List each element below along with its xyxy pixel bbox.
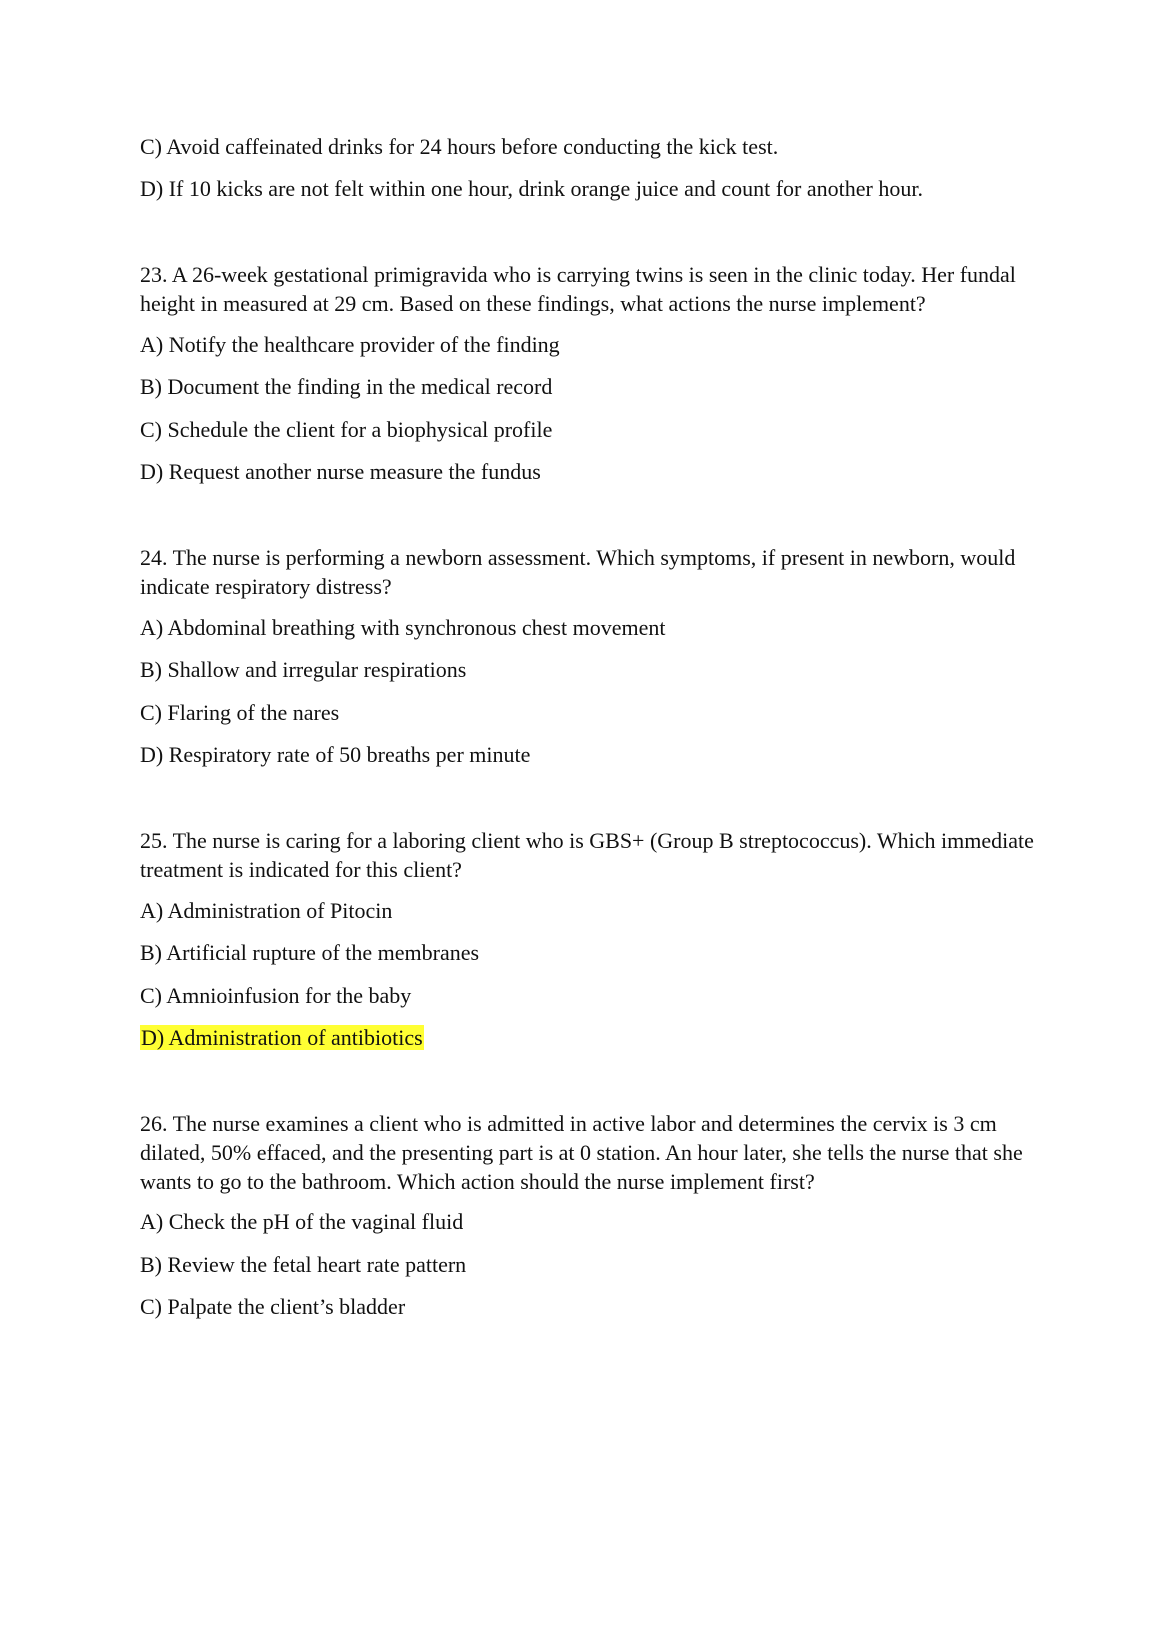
question-24-option-b: B) Shallow and irregular respirations	[140, 657, 467, 682]
answer-highlight: D) Administration of antibiotics	[141, 1025, 423, 1050]
question-25-option-c: C) Amnioinfusion for the baby	[140, 983, 412, 1008]
question-23-option-a: A) Notify the healthcare provider of the finding	[140, 332, 560, 357]
question-24-option-c: C) Flaring of the nares	[140, 700, 340, 725]
question-23-option-c: C) Schedule the client for a biophysical profile	[140, 417, 553, 442]
question-24-option-a: A) Abdominal breathing with synchronous chest movement	[140, 615, 666, 640]
question-25-option-b: B) Artificial rupture of the membranes	[140, 940, 480, 965]
question-24-option-d: D) Respiratory rate of 50 breaths per minute	[140, 742, 531, 767]
question-25-option-d-answer	[140, 1023, 424, 1052]
question-23-option-d: D) Request another nurse measure the fundus	[140, 459, 541, 484]
option-c-prev: C) Avoid caffeinated drinks for 24 hours before conducting the kick test.	[140, 134, 779, 159]
question-26-option-b: B) Review the fetal heart rate pattern	[140, 1252, 467, 1277]
question-26-option-a: A) Check the pH of the vaginal fluid	[140, 1209, 464, 1234]
question-26-option-c: C) Palpate the client’s bladder	[140, 1294, 406, 1319]
question-24-stem: 24. The nurse is performing a newborn assessment. Which symptoms, if present in newborn, would indicate respiratory distress?	[140, 545, 1016, 599]
question-23-option-b: B) Document the finding in the medical record	[140, 374, 553, 399]
option-d-prev: D) If 10 kicks are not felt within one hour, drink orange juice and count for another hour.	[140, 176, 923, 201]
question-23-stem: 23. A 26-week gestational primigravida who is carrying twins is seen in the clinic today. Her fundal height in measured at 29 cm. Based on these findings, what actions the nurse implement?	[140, 262, 1016, 316]
question-25-stem: 25. The nurse is caring for a laboring client who is GBS+ (Group B streptococcus). Which immediate treatment is indicated for this client?	[140, 828, 1034, 882]
question-25-option-a: A) Administration of Pitocin	[140, 898, 393, 923]
question-26-stem: 26. The nurse examines a client who is admitted in active labor and determines the cervix is 3 cm dilated, 50% effaced, and the presenting part is at 0 station. An hour later, she tells the nurse that she wants to go to the bathroom. Which action should the nurse implement first?	[140, 1111, 1023, 1194]
